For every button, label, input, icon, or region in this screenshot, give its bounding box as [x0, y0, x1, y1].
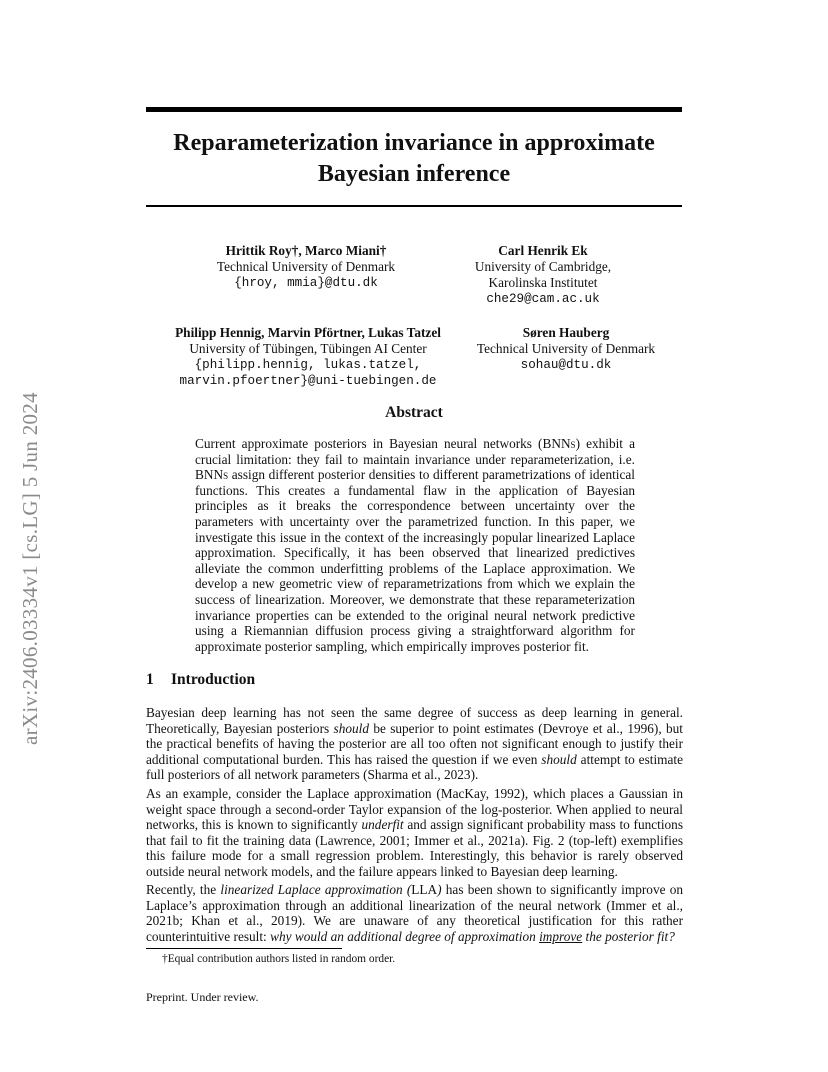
text-segment: Recently, the [146, 882, 221, 897]
footnote-rule [146, 948, 342, 949]
author-names: Søren Hauberg [522, 325, 610, 340]
abbr-lla: LLA [411, 882, 438, 897]
intro-paragraph-3 [146, 882, 683, 944]
text-segment: has been shown to significantly improve on Laplace’s approximation through an additional linearization of the neural network (Immer et al., 2021b; Khan et al., 2019). We are unaware of any theoretical justification for this rather counterintuitive result: [146, 882, 683, 944]
abbr-bnns: BNNs [542, 436, 576, 451]
author-email: che29@cam.ac.uk [486, 292, 600, 306]
intro-paragraph-2 [146, 786, 683, 880]
author-email-2: marvin.pfoertner}@uni-tuebingen.de [179, 374, 437, 388]
author-affiliation: University of Tübingen, Tübingen AI Center [189, 341, 427, 356]
author-names: Carl Henrik Ek [498, 243, 588, 258]
text-segment: attempt to estimate full posteriors of all network parameters (Sharma et al., 2023). [146, 751, 683, 783]
emphasis: why would an additional degree of approximation [270, 928, 540, 944]
emphasis: should [333, 720, 369, 736]
emphasis: linearized Laplace approximation ( [220, 882, 412, 897]
author-names: Philipp Hennig, Marvin Pförtner, Lukas Tatzel [175, 325, 441, 340]
author-affiliation-2: Karolinska Institutet [488, 275, 598, 290]
author-email: sohau@dtu.dk [520, 358, 612, 372]
author-names: Hrittik Roy†, Marco Miani† [225, 243, 387, 258]
section-number: 1 [146, 671, 154, 688]
abstract-segment: assign different posterior densities to different parametrizations of identical functions. This creates a fundamental flaw in the application of Bayesian principles as it breaks the correspondence between uncertainty over the parameters with uncertainty over the parametrized function. In this paper, we investigate this issue in the context of the increasingly popular linearized Laplace approximation. Specifically, it has been observed that linearized predictives alleviate the common underfitting problems of the Laplace approximation. We develop a new geometric view of reparametrizations from which we explain the success of linearization. Moreover, we demonstrate that these reparameterization invariance properties can be extended to the original neural network predictive using a Riemannian diffusion process giving a straightforward algorithm for approximate posterior sampling, which empirically improves posterior fit. [195, 467, 635, 654]
title-line-1: Reparameterization invariance in approximate [173, 130, 655, 156]
author-affiliation: Technical University of Denmark [216, 259, 396, 274]
author-affiliation: University of Cambridge, [474, 259, 612, 274]
author-email: {philipp.hennig, lukas.tatzel, [194, 358, 422, 372]
author-block-roy-miani [196, 243, 416, 291]
emphasis: should [541, 751, 577, 767]
underlined-emphasis: improve [539, 928, 583, 944]
abstract-segment: Current approximate posteriors in Bayesian neural networks ( [195, 436, 543, 451]
preprint-notice: Preprint. Under review. [146, 990, 259, 1004]
text-segment: and assign significant probability mass to functions that fail to fit the training data (Lawrence, 2001; Immer et al., 2021a). Fig. 2 (top-left) exemplifies this failure mode for a small regression problem. Interestingly, this behavior is rarely observed outside neural network models, and the failure appears linked to Bayesian deep learning. [146, 817, 683, 879]
title-bottom-rule [146, 205, 682, 207]
author-affiliation: Technical University of Denmark [476, 341, 656, 356]
abstract-heading: Abstract [385, 404, 443, 421]
arxiv-identifier: arXiv:2406.03334v1 [cs.LG] 5 Jun 2024 [18, 392, 42, 745]
emphasis: ) [437, 882, 442, 897]
paper-title [146, 128, 682, 190]
emphasis: underfit [361, 817, 404, 833]
intro-paragraph-1 [146, 705, 683, 783]
abbr-bnns: BNNs [195, 467, 229, 483]
text-segment: As an example, consider the Laplace approximation (MacKay, 1992), which places a Gaussian in weight space through a second-order Taylor expansion of the log-posterior. When applied to neural networks, this is known to significantly [146, 786, 683, 833]
abstract-segment: ) exhibit a crucial limitation: they fail to maintain invariance under reparameterization, i.e. [195, 436, 635, 467]
abstract-text [195, 436, 635, 654]
section-heading-introduction [146, 671, 682, 689]
text-segment: be superior to point estimates (Devroye et al., 1996), but the practical benefits of having the posterior are all too often not significant enough to justify their additional computational burden. This has raised the question if we even [146, 720, 683, 767]
section-title: Introduction [171, 671, 256, 688]
author-email: {hroy, mmia}@dtu.dk [234, 276, 378, 290]
author-block-ek [456, 243, 630, 307]
author-block-hauberg [462, 325, 670, 373]
title-line-2: Bayesian inference [317, 161, 511, 187]
author-block-hennig-pfoertner-tatzel [160, 325, 456, 389]
title-top-rule [146, 107, 682, 112]
footnote: †Equal contribution authors listed in random order. [162, 953, 396, 965]
emphasis: the posterior fit? [582, 928, 675, 944]
text-segment: Bayesian deep learning has not seen the same degree of success as deep learning in general. Theoretically, Bayesian posteriors [146, 705, 683, 736]
